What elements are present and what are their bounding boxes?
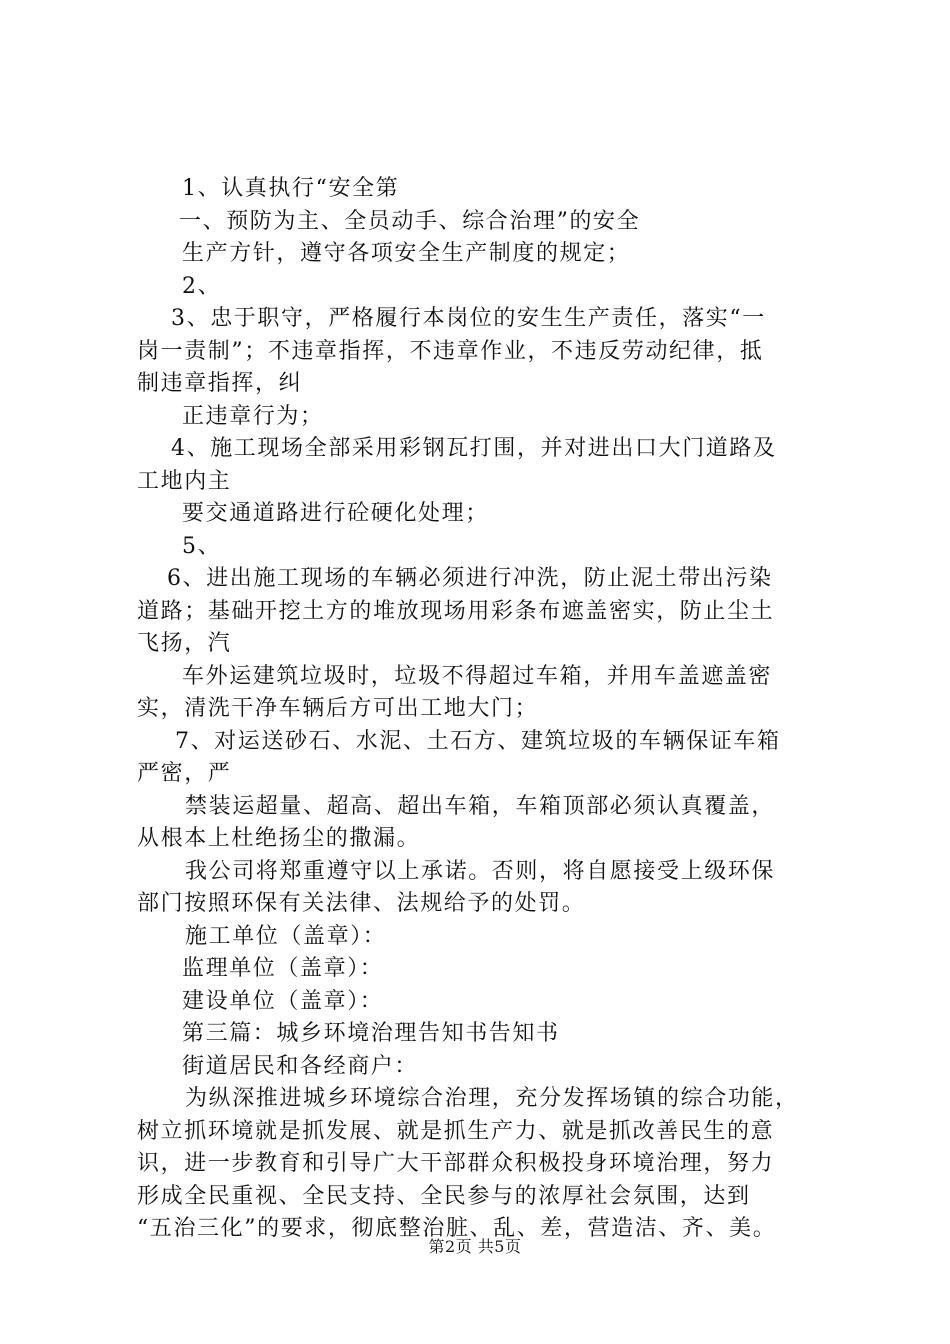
text-line: 我公司将郑重遵守以上承诺。否则，将自愿接受上级环保 (185, 858, 776, 884)
text-line: 制违章指挥，纠 (137, 371, 303, 396)
text-line: 第三篇：城乡环境治理告知书告知书 (182, 1021, 560, 1046)
text-line: 6、进出施工现场的车辆必须进行冲洗，防止泥土带出污染 (167, 566, 773, 591)
text-line: 2、 (182, 273, 222, 299)
text-line: 工地内主 (137, 468, 232, 494)
text-line: 识，进一步教育和引导广大干部群众积极投身环境治理，努力 (137, 1151, 775, 1176)
text-line: 要交通道路进行砼硬化处理； (182, 501, 489, 526)
text-line: 1、认真执行“安全第 (182, 176, 400, 201)
text-line: 4、施工现场全部采用彩钢瓦打围，并对进出口大门道路及 (171, 436, 777, 461)
text-line: 道路；基础开挖土方的堆放现场用彩条布遮盖密实，防止尘土 (137, 598, 775, 624)
text-line: 严密，严 (137, 761, 232, 786)
text-line: 禁装运超量、超高、超出车箱，车箱顶部必须认真覆盖， (185, 793, 776, 819)
text-line: 部门按照环保有关法律、法规给予的处罚。 (137, 891, 586, 916)
text-line: 5、 (182, 533, 222, 559)
text-line: 形成全民重视、全民支持、全民参与的浓厚社会氛围，达到 (137, 1183, 751, 1209)
text-line: 正违章行为； (182, 403, 324, 429)
text-line: 街道居民和各经商户： (182, 1053, 419, 1079)
text-line: 3、忠于职守，严格履行本岗位的安生生产责任，落实“一 (171, 306, 766, 331)
text-line: 飞扬，汽 (137, 631, 232, 656)
text-line: 岗一责制”；不违章指挥，不违章作业，不违反劳动纪律，抵 (137, 338, 764, 364)
text-line: 从根本上杜绝扬尘的撒漏。 (137, 826, 421, 851)
text-line: 生产方针，遵守各项安全生产制度的规定； (182, 241, 631, 266)
text-line: 施工单位（盖章）： (185, 923, 387, 949)
text-line: 车外运建筑垃圾时，垃圾不得超过车箱，并用车盖遮盖密 (182, 663, 773, 689)
document-body (137, 173, 857, 1246)
text-line: 一、预防为主、全员动手、综合治理”的安全 (179, 208, 641, 234)
text-line: 7、对运送砂石、水泥、土石方、建筑垃圾的车辆保证车箱 (175, 728, 781, 754)
text-line: 实，清洗干净车辆后方可出工地大门； (137, 696, 539, 721)
text-line: 监理单位（盖章）： (182, 956, 384, 981)
page-footer: 第2页 共5页 (428, 1237, 522, 1256)
text-line: “五治三化”的要求，彻底整治脏、乱、差，营造洁、齐、美。 (137, 1216, 777, 1241)
text-line: 为纵深推进城乡环境综合治理，充分发挥场镇的综合功能， (185, 1086, 799, 1111)
text-line: 树立抓环境就是抓发展、就是抓生产力、就是抓改善民生的意 (137, 1118, 775, 1144)
text-line: 建设单位（盖章）： (182, 988, 384, 1014)
